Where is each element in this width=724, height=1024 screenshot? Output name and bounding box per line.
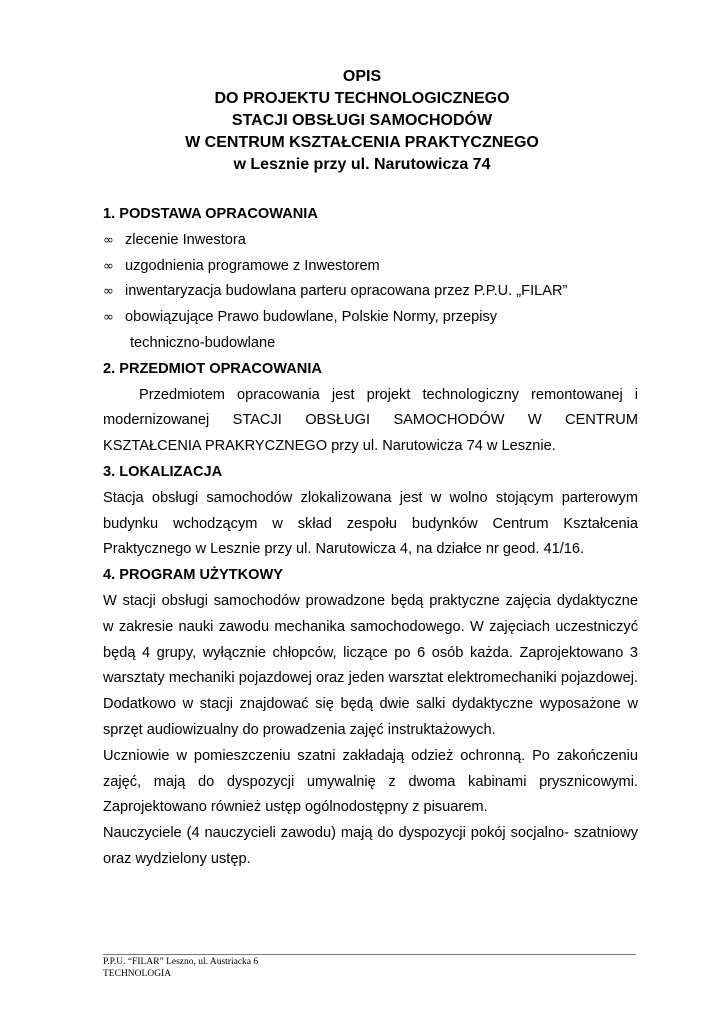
paragraph-line: będą 4 grupy, wyłącznie chłopców, liczące po 6 osób każda. Zaprojektowano 3 — [103, 644, 638, 661]
paragraph-line: Zaprojektowano również ustęp ogólnodostępny z pisuarem. — [103, 799, 488, 816]
title-line: OPIS — [342, 68, 382, 85]
title-line: W CENTRUM KSZTAŁCENIA PRAKTYCZNEGO — [185, 134, 539, 151]
footer-divider — [103, 954, 636, 955]
footer-company-line: P.P.U. “FILAR” Leszno, ul. Austriacka 6 — [103, 957, 259, 967]
page-footer — [103, 956, 258, 980]
list-item-text: uzgodnienia programowe z Inwestorem — [125, 257, 380, 274]
paragraph-line: Przedmiotem opracowania jest projekt technologiczny remontowanej i — [139, 386, 638, 403]
footer-section-line: TECHNOLOGIA — [103, 969, 172, 979]
title-line: DO PROJEKTU TECHNOLOGICZNEGO — [214, 90, 510, 107]
section-heading: 4. PROGRAM UŻYTKOWY — [103, 567, 283, 584]
paragraph-line: Stacja obsługi samochodów zlokalizowana jest w wolno stojącym parterowym — [103, 489, 638, 506]
infinity-bullet-icon: ∞ — [103, 232, 114, 248]
infinity-bullet-icon: ∞ — [103, 284, 114, 300]
list-item-text: zlecenie Inwestora — [125, 231, 246, 248]
paragraph-line: zajęć, mają do dyspozycji umywalnię z dwoma kabinami prysznicowymi. — [103, 773, 638, 790]
section-heading: 1. PODSTAWA OPRACOWANIA — [103, 206, 318, 222]
paragraph-line: sprzęt audiowizualny do prowadzenia zajęć instruktażowych. — [103, 721, 496, 738]
document-body — [103, 202, 638, 873]
list-item — [103, 279, 638, 305]
paragraph-line: w zakresie nauki zawodu mechanika samochodowego. W zajęciach uczestniczyć — [103, 618, 638, 635]
paragraph-line: modernizowanej STACJI OBSŁUGI SAMOCHODÓW W CENTRUM — [103, 412, 638, 429]
paragraph-line: Uczniowie w pomieszczeniu szatni zakładają odzież ochronną. Po zakończeniu — [103, 747, 638, 764]
document-title — [0, 66, 724, 176]
paragraph-line: oraz wydzielony ustęp. — [103, 850, 251, 867]
list-item-text: inwentaryzacja budowlana parteru opracowana przez P.P.U. „FILAR” — [125, 283, 568, 300]
paragraph-line: KSZTAŁCENIA PRAKRYCZNEGO przy ul. Narutowicza 74 w Lesznie. — [103, 438, 556, 455]
section-heading: 2. PRZEDMIOT OPRACOWANIA — [103, 360, 322, 377]
paragraph-line: budynku wchodzącym w skład zespołu budynków Centrum Kształcenia — [103, 515, 638, 532]
list-item — [103, 305, 638, 331]
section-heading: 3. LOKALIZACJA — [103, 463, 223, 480]
title-line: STACJI OBSŁUGI SAMOCHODÓW — [231, 112, 493, 129]
infinity-bullet-icon: ∞ — [103, 258, 114, 274]
list-item — [103, 228, 638, 254]
title-line: w Lesznie przy ul. Narutowicza 74 — [233, 156, 491, 173]
infinity-bullet-icon: ∞ — [103, 310, 114, 326]
paragraph-line: Praktycznego w Lesznie przy ul. Narutowicza 4, na działce nr geod. 41/16. — [103, 541, 585, 558]
paragraph-line: warsztaty mechaniki pojazdowej oraz jeden warsztat elektromechaniki pojazdowej. — [103, 670, 638, 687]
list-item-continuation: techniczno-budowlane — [130, 334, 276, 351]
list-item — [103, 254, 638, 280]
paragraph-line: Dodatkowo w stacji znajdować się będą dwie salki dydaktyczne wyposażone w — [103, 696, 638, 713]
list-item-text: obowiązujące Prawo budowlane, Polskie Normy, przepisy — [125, 309, 498, 326]
paragraph-line: Nauczyciele (4 nauczycieli zawodu) mają do dyspozycji pokój socjalno- szatniowy — [103, 825, 638, 842]
paragraph-line: W stacji obsługi samochodów prowadzone będą praktyczne zajęcia dydaktyczne — [103, 592, 638, 609]
